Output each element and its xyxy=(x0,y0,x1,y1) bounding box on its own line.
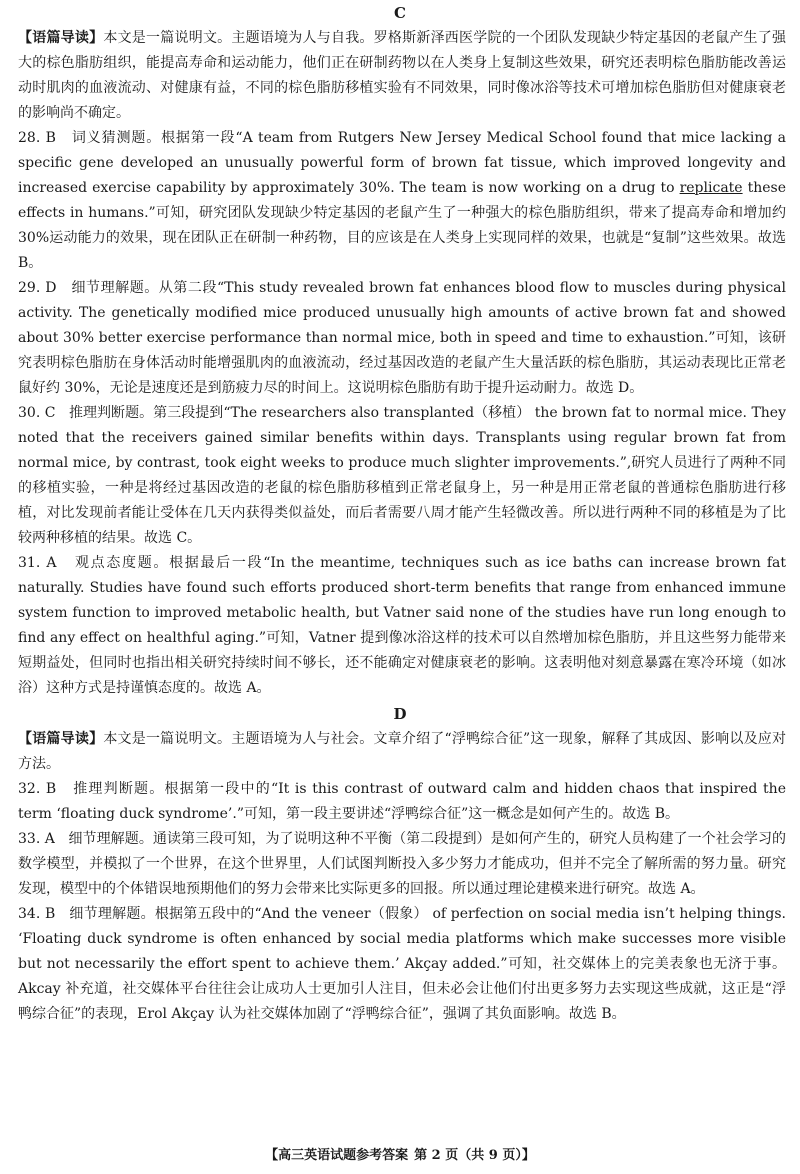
section-d-guide xyxy=(18,727,786,777)
underlined-word: replicate xyxy=(679,180,743,196)
section-d-heading: D xyxy=(393,705,407,723)
guide-text: 本文是一篇说明文。主题语境为人与社会。文章介绍了“浮鸭综合征”这一现象，解释了其成因、影响以及应对方法。 xyxy=(18,731,787,772)
answer-text: 从第二段“This study revealed brown fat enhances blood flow to muscles during physical activity. The genetically modified mice produced unusually high amounts of active brown fat and showed about 30% better exercise performance than normal mice, both in speed and time to exhaustion.”可知，该研究表明棕色脂肪在身体活动时能增强肌肉的血液流动，经过基因改造的老鼠产生大量活跃的棕色脂肪，其运动表现比正常老鼠好约 30%，无论是速度还是到筋疲力尽的时间上。这说明棕色脂肪有助于提升运动耐力。故选 D。 xyxy=(18,280,786,396)
answer-item-34 xyxy=(18,902,786,1027)
answer-text: 第三段提到“The researchers also transplanted（移植） the brown fat to normal mice. They noted that the receivers gained similar benefits within days. Transplants using regular brown fat from normal mice, by contrast, took eight weeks to produce much slighter improvements.”,研究人员进行了两种不同的移植实验，一种是将经过基因改造的老鼠的棕色脂肪移植到正常老鼠身上，另一种是用正常老鼠的普通棕色脂肪进行移植，对比发现前者能让受体在几天内获得类似益处，而后者需要八周才能产生轻微改善。所以进行两种不同的移植是为了比较两种移植的结果。故选 C。 xyxy=(18,405,786,546)
question-number: 30. C xyxy=(18,405,56,421)
answer-text: 通读第三段可知，为了说明这种不平衡（第二段提到）是如何产生的，研究人员构建了一个社会学习的数学模型，并模拟了一个世界，在这个世界里，人们试图判断投入多少努力才能成功，但并不完全了解所需的努力量。研究发现，模型中的个体错误地预期他们的努力会带来比实际更多的回报。所以通过理论建模来进行研究。故选 A。 xyxy=(18,831,787,897)
answer-item-29 xyxy=(18,276,786,401)
answer-text: 根据最后一段“In the meantime, techniques such as ice baths can increase brown fat naturally. Studies have found such efforts produced short-term benefits that range from enhanced immune system function to improved metabolic health, but Vatner said none of the studies have run long enough to find any effect on healthful aging.”可知，Vatner 提到像冰浴这样的技术可以自然增加棕色脂肪，并且这些努力能带来短期益处，但同时也指出相关研究持续时间不够长，还不能确定对健康衰老的影响。这表明他对刻意暴露在寒冷环境（如冰浴）这种方式是持谨慎态度的。故选 A。 xyxy=(18,555,787,696)
section-c-heading: C xyxy=(394,4,406,22)
guide-tag: 【语篇导读】 xyxy=(18,731,104,747)
answer-text: these effects in humans.”可知，研究团队发现缺少特定基因的老鼠产生了一种强大的棕色脂肪组织，带来了提高寿命和增加约 30%运动能力的效果，现在团队正在研制一种药物，目的应该是在人类身上实现同样的效果，也就是“复制”这些效果。故选 B。 xyxy=(18,180,786,271)
answer-item-32 xyxy=(18,777,786,827)
question-number: 28. B xyxy=(18,130,56,146)
section-c-guide xyxy=(18,26,786,126)
question-number: 33. A xyxy=(18,831,55,847)
question-type: 细节理解题。 xyxy=(69,906,155,922)
question-type: 词义猜测题。 xyxy=(71,130,162,146)
question-type: 观点态度题。 xyxy=(74,555,170,571)
question-number: 34. B xyxy=(18,906,56,922)
answer-text: 根据第一段“A team from Rutgers New Jersey Medical School found that mice lacking a specific gene developed an unusually powerful form of brown fat tissue, which improved longevity and increased exercise capability by approximately 30%. The team is now working on a drug to xyxy=(18,130,786,196)
question-number: 32. B xyxy=(18,781,57,797)
footer-page-number: 第 2 页（共 9 页）】 xyxy=(414,1148,535,1163)
guide-tag: 【语篇导读】 xyxy=(18,30,104,46)
question-type: 细节理解题。 xyxy=(68,831,153,847)
question-number: 31. A xyxy=(18,555,57,571)
question-type: 推理判断题。 xyxy=(68,405,154,421)
question-type: 推理判断题。 xyxy=(73,781,165,797)
question-type: 细节理解题。 xyxy=(71,280,159,296)
answer-item-28 xyxy=(18,126,786,276)
answer-item-33 xyxy=(18,827,786,902)
page-footer xyxy=(0,1144,800,1168)
answer-text: 根据第五段中的“And the veneer（假象） of perfection on social media isn’t helping things. ‘Floating duck syndrome is often enhanced by social media platforms which make successes more visible but not necessarily the effort spent to achieve them.’ Akçay added.”可知，社交媒体上的完美表象也无济于事。Akcay 补充道，社交媒体平台往往会让成功人士更加引人注目，但未必会让他们付出更多努力去实现这些成就，这正是“浮鸭综合征”的表现，Erol Akçay 认为社交媒体加剧了“浮鸭综合征”，强调了其负面影响。故选 B。 xyxy=(18,906,786,1022)
footer-title: 【高三英语试题参考答案 xyxy=(265,1148,409,1163)
question-number: 29. D xyxy=(18,280,57,296)
guide-text: 本文是一篇说明文。主题语境为人与自我。罗格斯新泽西医学院的一个团队发现缺少特定基因的老鼠产生了强大的棕色脂肪组织，能提高寿命和运动能力，他们正在研制药物以在人类身上复制这些效果，研究还表明棕色脂肪能改善运动时肌肉的血液流动、对健康有益，不同的棕色脂肪移植实验有不同效果，同时像冰浴等技术可增加棕色脂肪但对健康衰老的影响尚不确定。 xyxy=(18,30,786,121)
answer-item-31 xyxy=(18,551,786,701)
answer-text: 根据第一段中的“It is this contrast of outward calm and hidden chaos that inspired the term ‘floating duck syndrome’.”可知，第一段主要讲述“浮鸭综合征”这一概念是如何产生的。故选 B。 xyxy=(18,781,786,822)
answer-item-30 xyxy=(18,401,786,551)
